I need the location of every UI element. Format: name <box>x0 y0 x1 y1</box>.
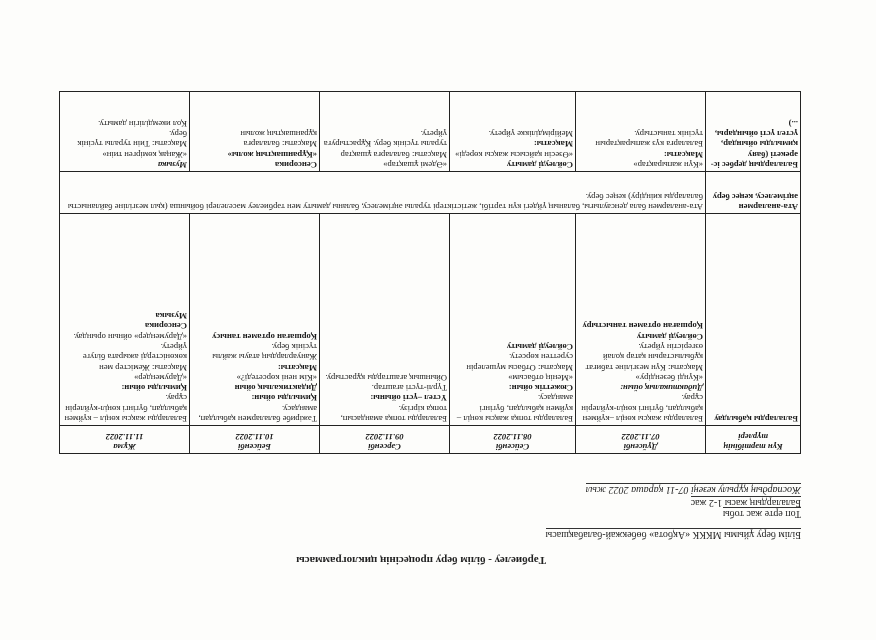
reception-cell-thu: Тәжірибе балалармен қабылдап, амандасу. Қимылды ойын: Дидактикалық ойын «Кім нені көрсетеді?» Мақсаты: Жануарлардың атауы жайлы түсінік беру. Қоршаған ортамен таныcу <box>190 214 320 426</box>
reception-cell-mon: Балаларды жақсы көңіл –күймен қабылдап, бүгінгі көңіл-күйлерін сұрау. Дидактикалық ойын: «Күнді безендіру» Мақсаты: Күн мезгіліне табиғат құбылыстарын қатар қолай өзгерістін үйрету. Сөйлеуді дамыту Қоршаған ортамен таныстыру <box>576 214 706 426</box>
cyclogram-table <box>59 91 801 454</box>
period-line: Жоспардың құрылу кезеңі 07-11 қараша 2022 жыл <box>585 484 801 495</box>
document-title: Тәрбиелеу - білім беру процесінің циклограммасы <box>296 554 546 566</box>
parents-cell: Ата-аналармен бала денсаулығы, баланың үйдегі күн тәртібі, жетістіктері туралы әңгімелесу, баланы дамыту мен тәрбиелеу мәселелері бойынша (қыл мезгіліне байланысты балаларды киіндіру) кеңес беру. <box>60 172 706 214</box>
activity-cell-tue: Сөйлеуді дамыту «Өзесін қайсысы жақсы көреді» Мақсаты: Мейірімділікке үйрету. <box>450 92 576 172</box>
activity-cell-fri: Музыка «Жаңақ көмірген тиін» Мақсаты: Тиін туралы түсінік беру. Қол икемділігін дамыту. <box>60 92 190 172</box>
activity-cell-mon: «Күн жапырақтар» Мақсаты: Балаларға күз жапырақтарын түсінік таныстыру. <box>576 92 706 172</box>
activity-row <box>60 92 801 172</box>
reception-row <box>60 214 801 426</box>
row-label-reception: Балаларды қабылдау <box>706 214 801 426</box>
reception-cell-tue: Балаларды топқа жақсы көңіл –күймен қабылдап, бүгінгі амандасу. Сюжеттік ойын: «Менің отбасым» Мақсаты: Отбасы мүшелерін суреттен көрсету. Сөйлеуді дамыту <box>450 214 576 426</box>
header-day-wed: Сәрсенбі 09.11.2022 <box>320 426 450 454</box>
header-day-thu: Бейсенбі 10.11.2022 <box>190 426 320 454</box>
header-schedule-type: Күн тәртібінің түрлері <box>706 426 801 454</box>
header-day-mon: Дүйсенбі 07.11.2022 <box>576 426 706 454</box>
row-label-parents: Ата-аналармен әңгімелесу, кеңес беру <box>706 172 801 214</box>
activity-cell-thu: Сенсорика «Құраншақтың жолы» Мақсаты: балаларға құраншақтың жолын <box>190 92 320 172</box>
reception-cell-fri: Балаларды жақсы көңіл – күймен қабылдап, бүгінгі көңіл-күйлерін сұрау. Қимылды ойын: «Дарумендер» Мақсаты: Жемістер мен көкөністерді ажырата білуге үйрету. «Дарумендер» ойнын орындау. Сенсорика Музыка <box>60 214 190 426</box>
header-day-tue: Сейсенбі 08.11.2022 <box>450 426 576 454</box>
reception-cell-wed: Балаларды топқа амандасып, топқа кіргізу. Үстел –үсті ойыны: Түрлі-түсті ағаштар. Ойыншық ағаштарды құрастыру. <box>320 214 450 426</box>
header-day-fri: Жұма 11.11.2022 <box>60 426 190 454</box>
group-line: Топ ерте жас тобы <box>722 508 801 519</box>
org-line: Білім беру ұйымы МККК «Ақбота» бөбекжай-балабақшасы <box>545 529 801 540</box>
age-line: Балалардың жасы 1-2 жас <box>690 497 801 508</box>
row-label-activity: Балалардың дербес іс-әрекеті (баяу қимылды ойындар, үстел үсті ойындары, ...) <box>706 92 801 172</box>
parents-row <box>60 172 801 214</box>
header-row <box>60 426 801 454</box>
activity-cell-wed: «Әдемі ұшақтар» Мақсаты: балаларға ұшақтар туралы түсінік беру. Құрастыруға үйрету. <box>320 92 450 172</box>
